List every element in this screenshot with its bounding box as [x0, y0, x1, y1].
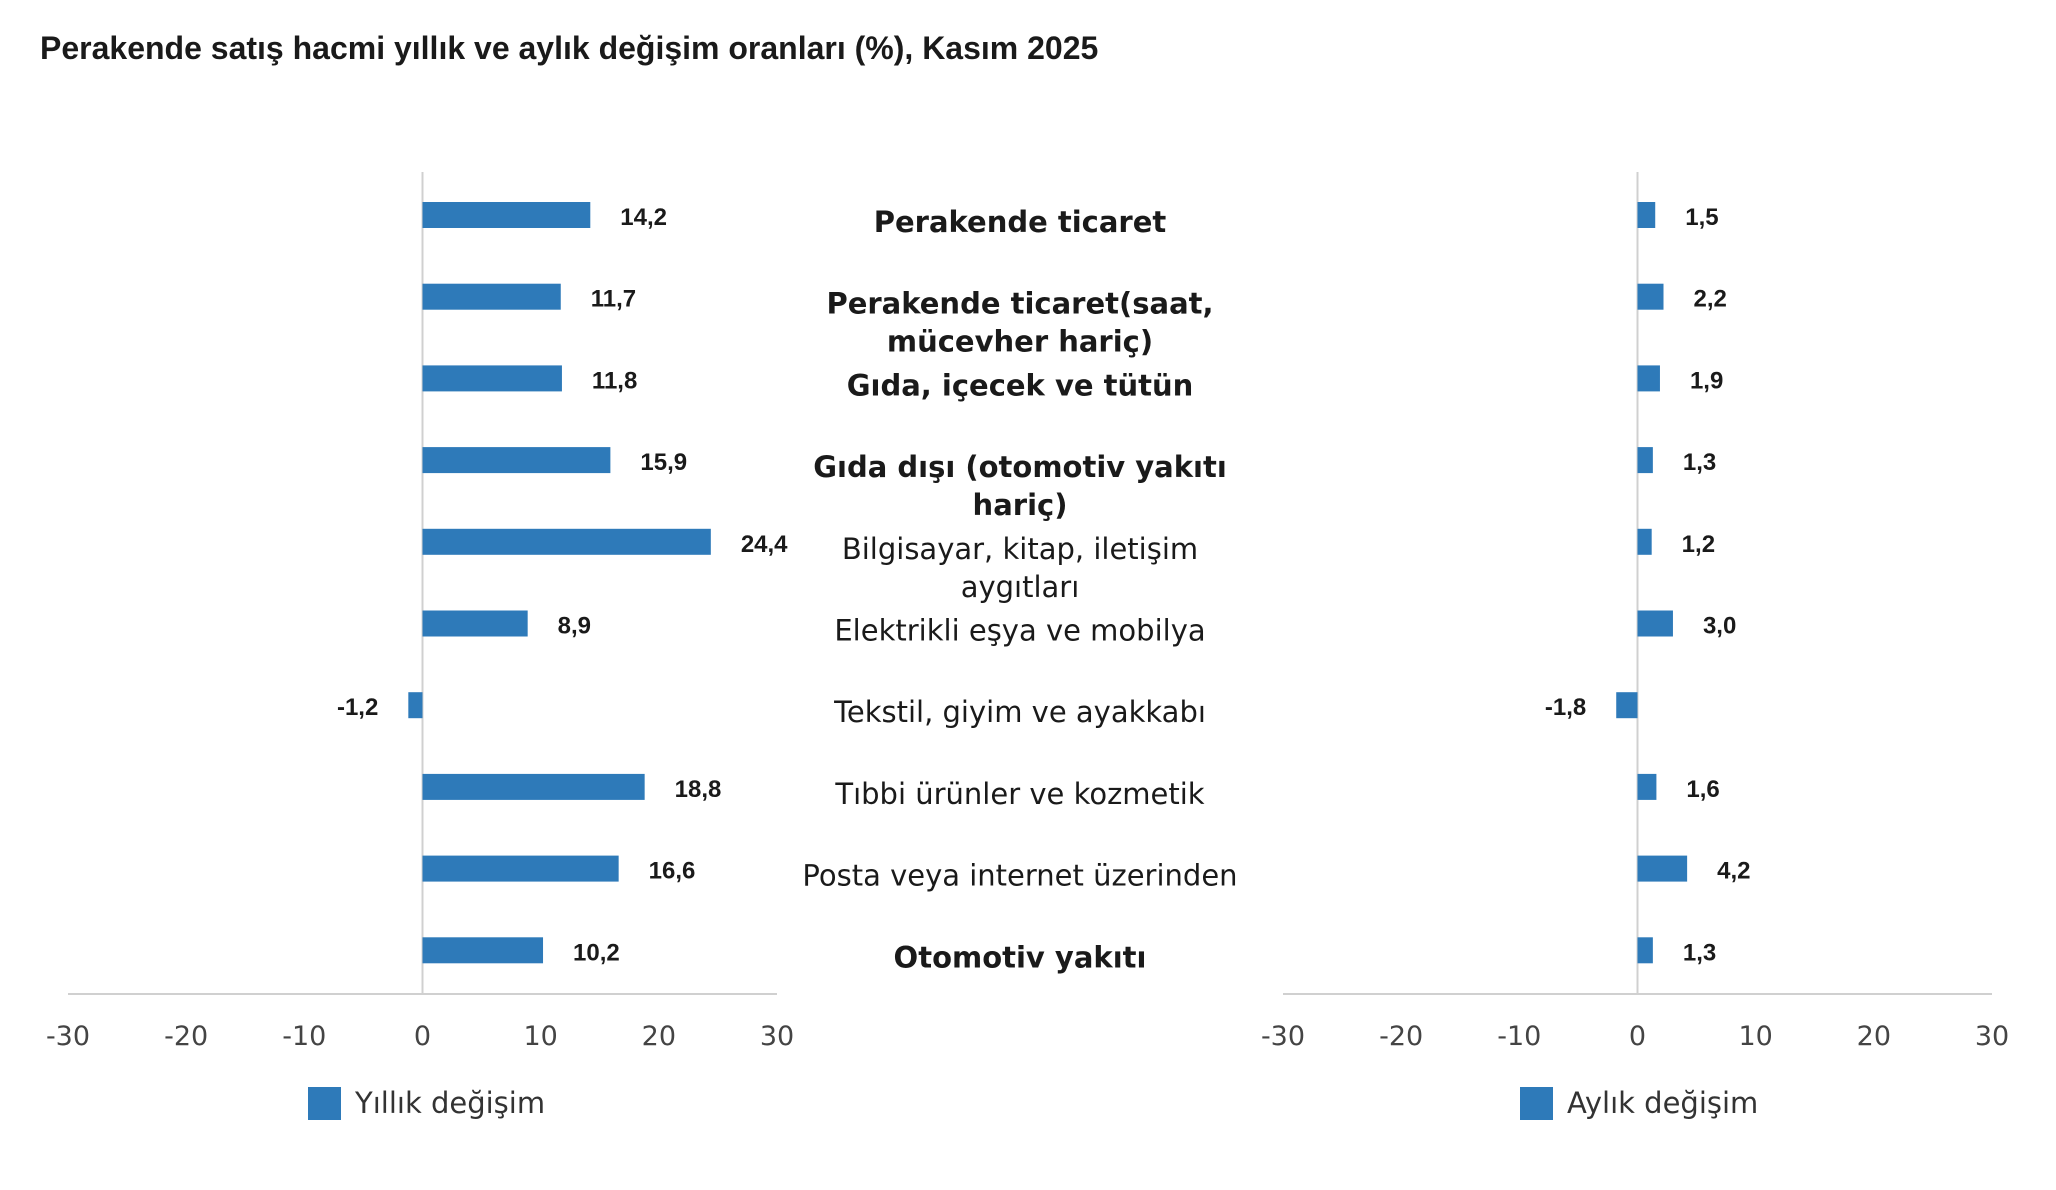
tick-label-yillik: 0 [413, 1021, 432, 1052]
bar-yillik [423, 447, 611, 473]
category-label-line: Gıda, içecek ve tütün [846, 368, 1194, 403]
data-label-yillik: 10,2 [573, 939, 620, 967]
category-label-line: Perakende ticaret(saat, [826, 286, 1214, 321]
bar-aylik [1638, 529, 1652, 555]
panel-aylik [1261, 172, 2009, 1052]
category-label [894, 940, 1147, 974]
category-label-line: mücevher hariç) [886, 324, 1154, 359]
category-label [813, 450, 1227, 522]
bar-aylik [1638, 365, 1660, 391]
tick-label-aylik: 20 [1856, 1021, 1892, 1052]
data-label-yillik: 15,9 [640, 449, 688, 477]
bar-yillik [423, 611, 528, 637]
bar-aylik [1638, 937, 1653, 963]
category-label [834, 614, 1205, 648]
bar-yillik [423, 856, 619, 882]
tick-label-yillik: -10 [282, 1021, 327, 1052]
bar-yillik [423, 529, 711, 555]
data-label-yillik: 24,4 [740, 530, 788, 558]
data-label-aylik: 1,3 [1682, 449, 1717, 477]
data-label-aylik: 4,2 [1717, 857, 1751, 885]
bar-aylik [1638, 856, 1688, 882]
tick-label-yillik: -30 [45, 1021, 91, 1052]
data-label-aylik: 3,0 [1702, 612, 1737, 640]
category-label-line: Perakende ticaret [873, 205, 1167, 239]
category-label-line: Gıda dışı (otomotiv yakıtı [813, 450, 1227, 485]
tick-label-yillik: 10 [523, 1021, 558, 1052]
category-label-line: Bilgisayar, kitap, iletişim [841, 531, 1199, 566]
data-label-aylik: -1,8 [1544, 694, 1587, 722]
category-label-line: Tıbbi ürünler ve kozmetik [835, 776, 1205, 811]
data-label-aylik: 1,3 [1682, 939, 1717, 967]
category-label [802, 859, 1237, 893]
legend-swatch-aylik [1520, 1087, 1553, 1120]
data-label-yillik: 14,2 [620, 204, 668, 231]
data-label-aylik: 1,2 [1681, 530, 1716, 558]
category-label [834, 777, 1204, 811]
data-label-yillik: 11,7 [590, 285, 637, 313]
bar-yillik [423, 365, 562, 391]
category-label-line: Posta veya internet üzerinden [802, 858, 1238, 893]
data-label-yillik: 16,6 [648, 857, 696, 885]
chart-title: Perakende satış hacmi yıllık ve aylık değişim oranları (%), Kasım 2025 [40, 30, 1099, 66]
tick-label-aylik: 10 [1738, 1021, 1773, 1052]
category-label [874, 205, 1167, 239]
bar-aylik [1638, 284, 1664, 310]
bar-aylik [1638, 202, 1656, 228]
category-label-line: Tekstil, giyim ve ayakkabı [834, 695, 1206, 730]
data-label-aylik: 1,5 [1685, 204, 1719, 231]
bar-yillik [408, 692, 422, 718]
tick-label-aylik: -20 [1379, 1021, 1424, 1052]
category-label-line: Otomotiv yakıtı [893, 940, 1147, 975]
bar-yillik [423, 774, 645, 800]
bar-aylik [1638, 447, 1653, 473]
tick-label-yillik: 20 [641, 1021, 677, 1052]
category-label [826, 287, 1213, 359]
data-label-aylik: 2,2 [1693, 285, 1727, 313]
category-label [833, 695, 1206, 729]
data-label-yillik: 18,8 [674, 775, 722, 803]
data-label-aylik: 1,9 [1689, 367, 1724, 395]
bar-aylik [1616, 692, 1637, 718]
legend-label-aylik: Aylık değişim [1567, 1086, 1759, 1120]
bar-yillik [423, 284, 561, 310]
data-label-yillik: 8,9 [557, 612, 592, 640]
category-label-line: Elektrikli eşya ve mobilya [834, 613, 1206, 648]
category-label [847, 368, 1194, 402]
category-label-line: aygıtları [960, 569, 1080, 604]
legend-aylik [1520, 1086, 1758, 1120]
legend-label-yillik: Yıllık değişim [355, 1086, 546, 1120]
legend-swatch-yillik [308, 1087, 341, 1120]
tick-label-aylik: 0 [1628, 1021, 1647, 1052]
category-label [842, 532, 1198, 604]
tick-label-aylik: 30 [1974, 1021, 2010, 1052]
bar-aylik [1638, 774, 1657, 800]
panel-yillik [46, 172, 794, 1052]
category-label-line: hariç) [972, 488, 1068, 523]
bar-aylik [1638, 611, 1673, 637]
tick-label-yillik: 30 [759, 1021, 795, 1052]
bar-yillik [423, 202, 591, 228]
tick-label-aylik: -10 [1497, 1021, 1542, 1052]
data-label-yillik: -1,2 [336, 694, 379, 722]
data-label-aylik: 1,6 [1686, 775, 1720, 803]
bar-yillik [423, 937, 544, 963]
data-label-yillik: 11,8 [591, 367, 638, 395]
tick-label-yillik: -20 [164, 1021, 209, 1052]
tick-label-aylik: -30 [1260, 1021, 1306, 1052]
legend-yillik [308, 1086, 545, 1120]
